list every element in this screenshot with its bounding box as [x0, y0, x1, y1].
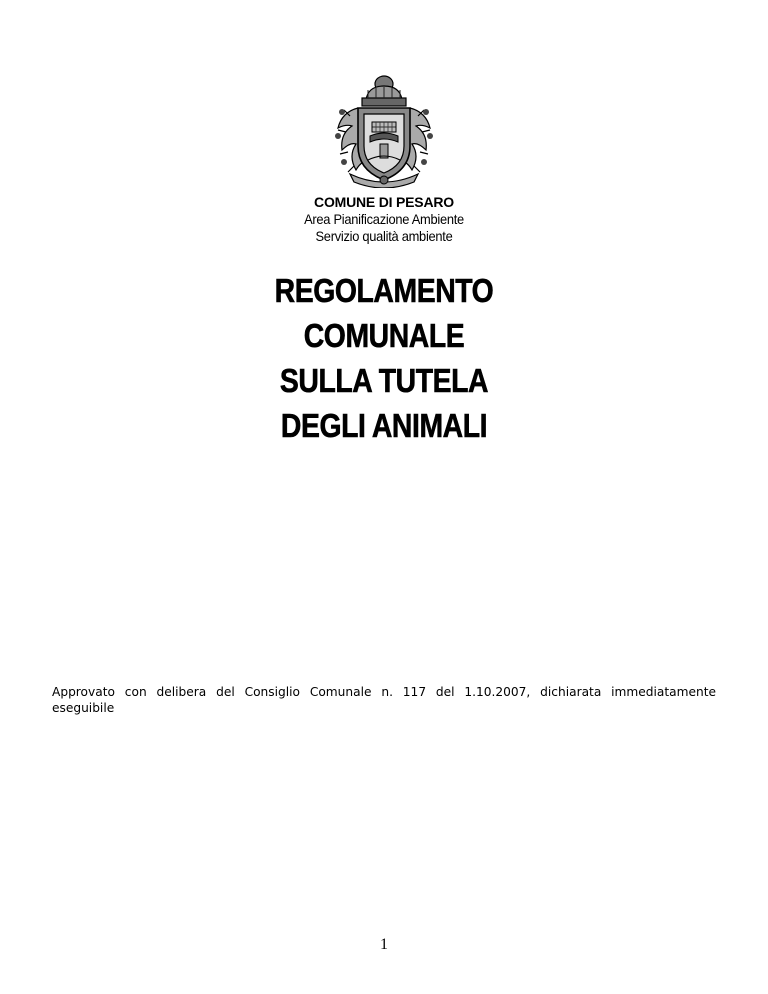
page-number: 1 [380, 936, 388, 953]
approval-note: Approvato con delibera del Consiglio Comunale n. 117 del 1.10.2007, dichiarata immediatamente eseguibile [52, 685, 716, 715]
title-line: DEGLI ANIMALI [280, 407, 488, 444]
organization-name: COMUNE DI PESARO [314, 194, 454, 210]
coat-of-arms-icon [328, 72, 440, 188]
title-line: SULLA TUTELA [279, 362, 489, 399]
title-line: REGOLAMENTO [274, 272, 494, 309]
department-name: Area Pianificazione Ambiente [304, 211, 464, 227]
service-name: Servizio qualità ambiente [315, 228, 453, 244]
document-title [0, 268, 768, 448]
header-block [0, 194, 768, 245]
title-line: COMUNALE [303, 317, 465, 354]
